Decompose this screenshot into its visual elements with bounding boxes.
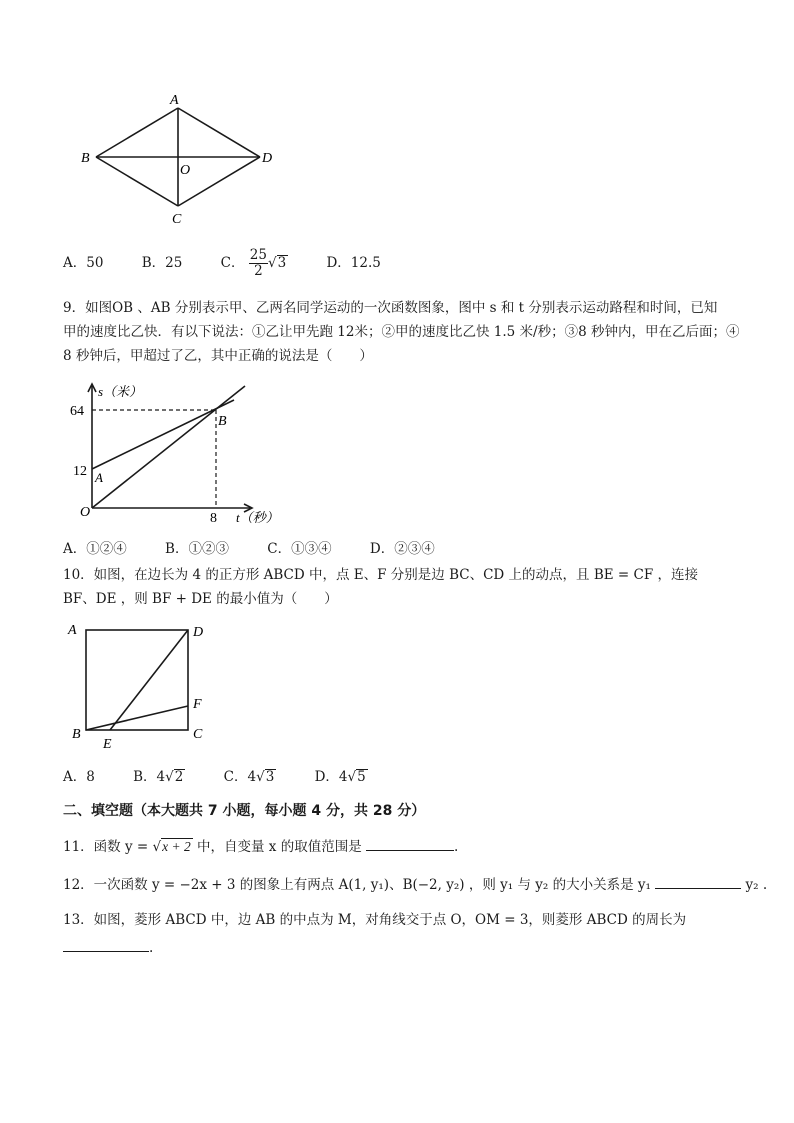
- rhombus-label-d: D: [262, 151, 273, 166]
- q8-option-d: D．12.5: [326, 255, 381, 271]
- q9-option-c: C．①③④: [267, 541, 332, 557]
- q10-options: [63, 767, 402, 787]
- rhombus-side-bc: [96, 157, 178, 206]
- q13-answer-blank[interactable]: [63, 937, 149, 952]
- q8-option-a: A．50: [63, 255, 104, 271]
- square-figure: [62, 618, 222, 754]
- square-label-a: A: [68, 623, 77, 638]
- q9-line-1: 9．如图OB 、AB 分别表示甲、乙两名同学运动的一次函数图象，图中 s 和 t 分别表示运动路程和时间，已知: [63, 300, 718, 316]
- square-label-b: B: [72, 727, 81, 742]
- graph-label-s: s（米）: [98, 384, 143, 399]
- q13-line-2: .: [63, 937, 153, 958]
- q8-option-c: C． $\frac{25}{2}$ √3: [220, 247, 287, 279]
- rhombus-label-c: C: [172, 212, 182, 227]
- q9-option-a: A．①②④: [63, 541, 127, 557]
- graph-label-t: t（秒）: [236, 510, 279, 525]
- rhombus-side-dc: [178, 157, 260, 206]
- q9-options: [63, 539, 469, 559]
- graph-label-12: 12: [73, 464, 87, 479]
- rhombus-label-a: A: [170, 93, 179, 108]
- q13-line-1: 13．如图，菱形 ABCD 中，边 AB 的中点为 M，对角线交于点 O，OM = 3，则菱形 ABCD 的周长为: [63, 912, 687, 928]
- q12: 12．一次函数 y = −2x + 3 的图象上有两点 A(1, y₁)、B(−2, y₂) ，则 y₁ 与 y₂ 的大小关系是 y₁ y₂ .: [63, 874, 767, 895]
- q9-option-b: B．①②③: [165, 541, 229, 557]
- graph-label-8: 8: [210, 511, 217, 526]
- q10-option-c: C．4√3: [223, 769, 275, 785]
- distance-time-graph: [62, 378, 282, 528]
- q10-line-2: BF、DE ，则 BF + DE 的最小值为（ ）: [63, 591, 338, 607]
- square-label-d: D: [193, 625, 204, 640]
- rhombus-side-ad: [178, 108, 260, 157]
- q10-option-d: D．4√5: [314, 769, 366, 785]
- rhombus-label-b: B: [81, 151, 90, 166]
- graph-label-64: 64: [70, 404, 84, 419]
- graph-line-ob: [92, 386, 245, 508]
- graph-label-o: O: [80, 505, 91, 520]
- q10-option-b: B．4√2: [133, 769, 184, 785]
- q9-option-d: D．②③④: [369, 541, 435, 557]
- square-label-f: F: [193, 697, 202, 712]
- q8-options: [63, 248, 415, 279]
- q9-line-3: 8 秒钟后，甲超过了乙，其中正确的说法是（ ）: [63, 348, 373, 364]
- q10-line-1: 10．如图，在边长为 4 的正方形 ABCD 中，点 E、F 分别是边 BC、CD 上的动点，且 BE = CF ，连接: [63, 567, 698, 583]
- q8-option-b: B．25: [141, 255, 183, 271]
- square-label-c: C: [193, 727, 203, 742]
- q11: 11．函数 y = √x + 2 中，自变量 x 的取值范围是 .: [63, 836, 458, 857]
- square-segment-bf: [86, 706, 188, 730]
- q9-line-2: 甲的速度比乙快．有以下说法：①乙让甲先跑 12米；②甲的速度比乙快 1.5 米/秒；③8 秒钟内，甲在乙后面；④: [63, 324, 740, 340]
- q10-option-a: A．8: [63, 769, 95, 785]
- q8-option-c-fraction: $\frac{25}{2}$: [249, 247, 267, 279]
- rhombus-side-ab: [96, 108, 178, 157]
- section-2-heading: 二、填空题（本大题共 7 小题，每小题 4 分，共 28 分）: [63, 803, 426, 819]
- q11-answer-blank[interactable]: [366, 836, 454, 851]
- square-label-e: E: [103, 737, 112, 752]
- q12-answer-blank[interactable]: [655, 874, 741, 889]
- rhombus-label-o: O: [180, 163, 191, 178]
- graph-label-b: B: [218, 414, 227, 429]
- graph-label-a: A: [95, 470, 103, 485]
- rhombus-figure: [78, 88, 288, 228]
- square-abcd: [86, 630, 188, 730]
